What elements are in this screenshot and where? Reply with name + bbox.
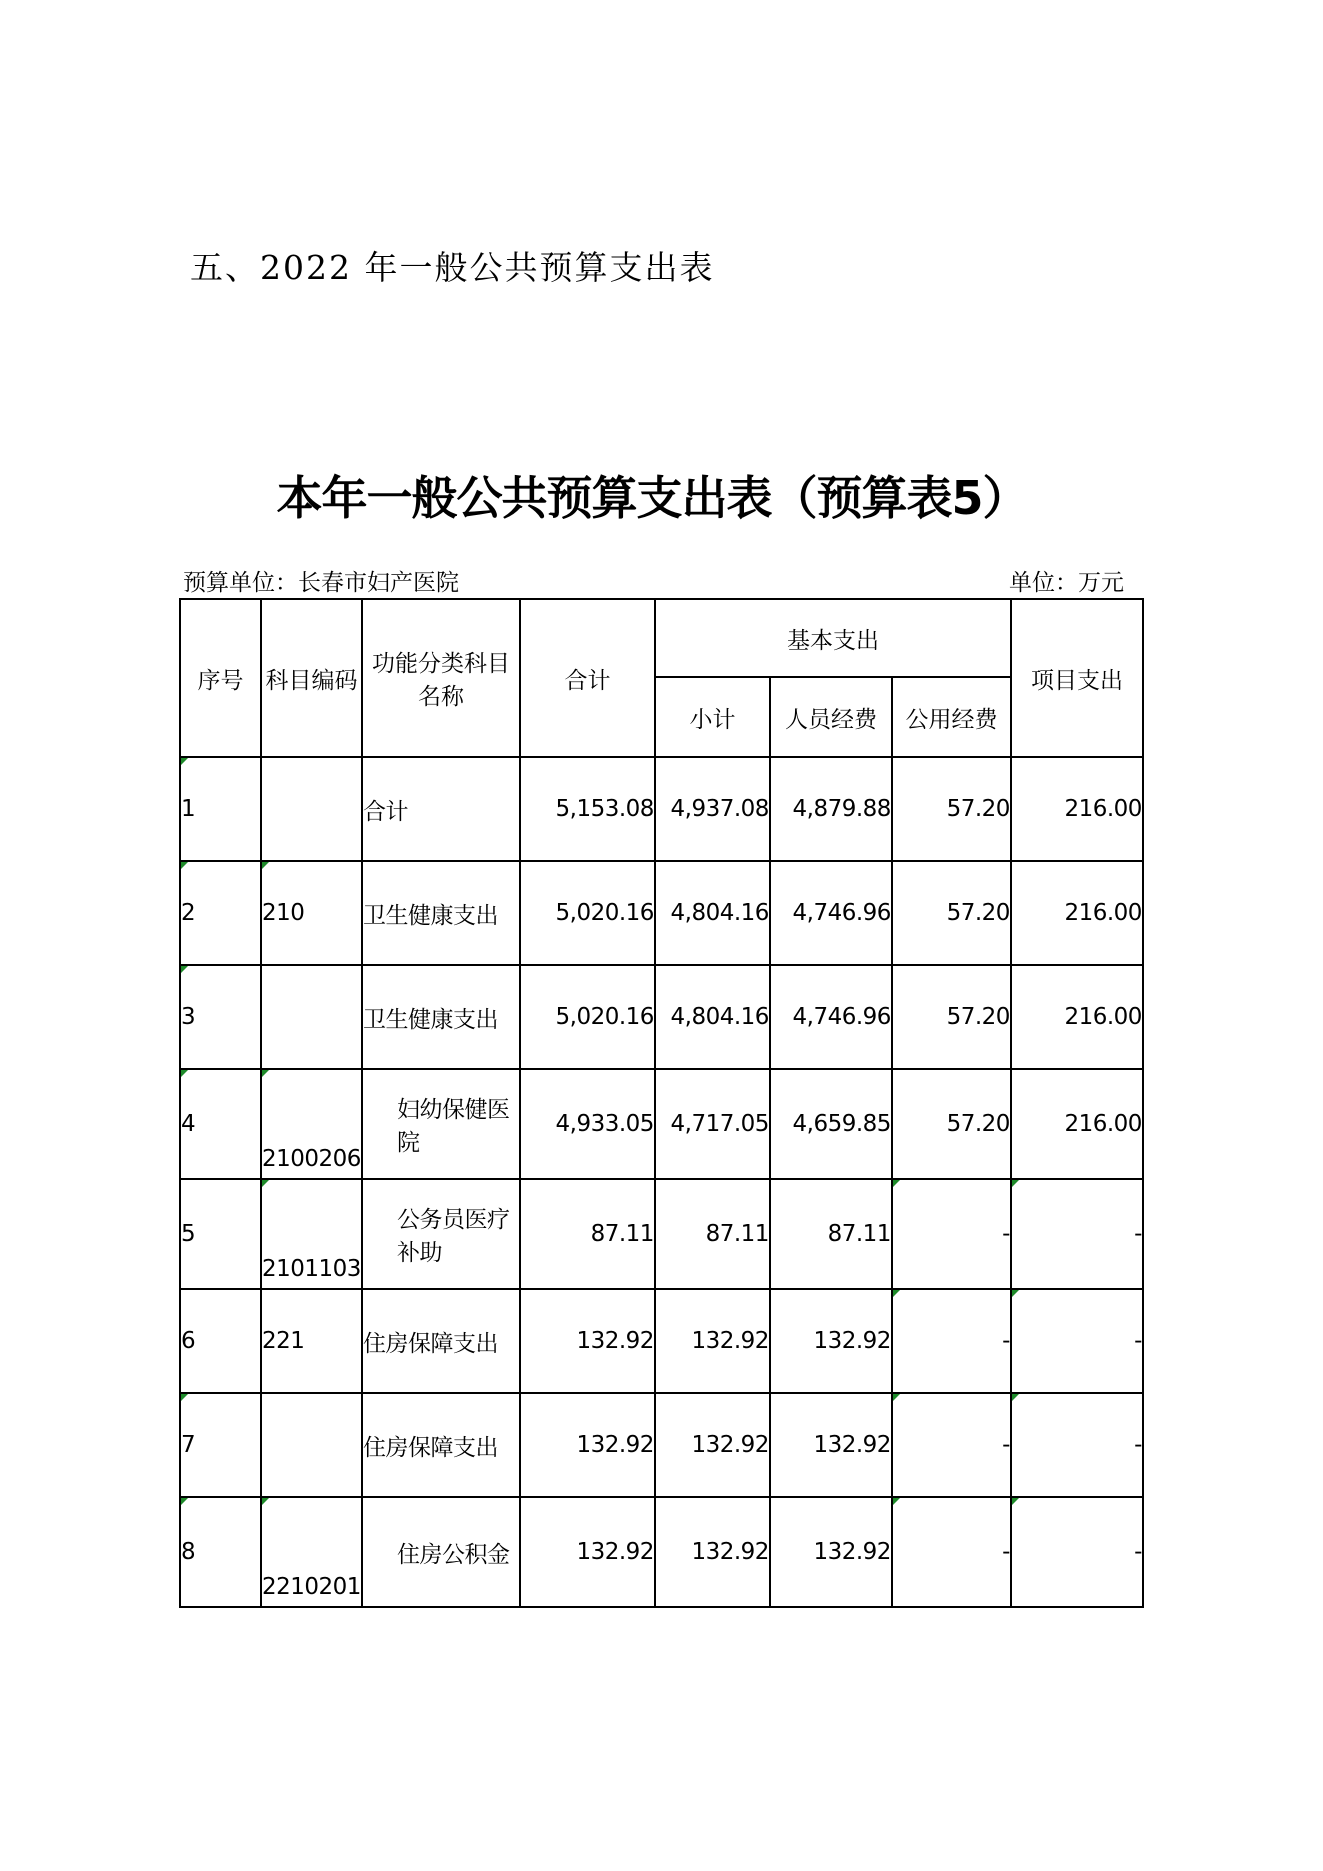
row-name: 卫生健康支出 — [362, 861, 520, 965]
row-subtotal: 4,937.08 — [655, 757, 770, 861]
row-personnel: 132.92 — [770, 1289, 892, 1393]
row-public: 57.20 — [892, 757, 1011, 861]
row-public: - — [892, 1393, 1011, 1497]
row-total: 132.92 — [520, 1289, 655, 1393]
row-project: 216.00 — [1011, 965, 1143, 1069]
row-name: 住房公积金 — [362, 1497, 520, 1607]
row-personnel: 4,746.96 — [770, 965, 892, 1069]
row-name: 住房保障支出 — [362, 1289, 520, 1393]
header-code: 科目编码 — [261, 599, 362, 757]
header-subtotal: 小计 — [655, 677, 770, 757]
row-project: - — [1011, 1289, 1143, 1393]
row-seq: 7 — [180, 1393, 261, 1497]
row-seq: 3 — [180, 965, 261, 1069]
row-code: 210 — [261, 861, 362, 965]
row-total: 132.92 — [520, 1497, 655, 1607]
header-project-expenditure: 项目支出 — [1011, 599, 1143, 757]
row-name: 公务员医疗补助 — [362, 1179, 520, 1289]
row-public: - — [892, 1289, 1011, 1393]
row-code — [261, 965, 362, 1069]
header-name: 功能分类科目名称 — [362, 599, 520, 757]
row-subtotal: 4,804.16 — [655, 861, 770, 965]
row-personnel: 4,659.85 — [770, 1069, 892, 1179]
row-project: - — [1011, 1497, 1143, 1607]
row-project: - — [1011, 1179, 1143, 1289]
row-project: 216.00 — [1011, 1069, 1143, 1179]
row-seq: 5 — [180, 1179, 261, 1289]
row-personnel: 132.92 — [770, 1393, 892, 1497]
row-total: 4,933.05 — [520, 1069, 655, 1179]
row-subtotal: 132.92 — [655, 1393, 770, 1497]
table-row — [180, 757, 1143, 861]
row-total: 5,153.08 — [520, 757, 655, 861]
currency-unit-label: 单位：万元 — [1009, 570, 1124, 596]
header-seq: 序号 — [180, 599, 261, 757]
row-personnel: 87.11 — [770, 1179, 892, 1289]
row-code — [261, 1393, 362, 1497]
row-seq: 2 — [180, 861, 261, 965]
section-heading: 五、2022 年一般公共预算支出表 — [190, 248, 715, 287]
row-name: 妇幼保健医院 — [362, 1069, 520, 1179]
row-name: 卫生健康支出 — [362, 965, 520, 1069]
row-seq: 1 — [180, 757, 261, 861]
row-code: 2101103 — [261, 1179, 362, 1289]
row-code: 2100206 — [261, 1069, 362, 1179]
row-name: 住房保障支出 — [362, 1393, 520, 1497]
table-row — [180, 1497, 1143, 1607]
header-total: 合计 — [520, 599, 655, 757]
row-personnel: 4,746.96 — [770, 861, 892, 965]
row-subtotal: 132.92 — [655, 1289, 770, 1393]
row-project: - — [1011, 1393, 1143, 1497]
row-code: 2210201 — [261, 1497, 362, 1607]
row-subtotal: 132.92 — [655, 1497, 770, 1607]
row-public: 57.20 — [892, 965, 1011, 1069]
row-total: 5,020.16 — [520, 861, 655, 965]
table-row — [180, 1179, 1143, 1289]
row-seq: 6 — [180, 1289, 261, 1393]
row-personnel: 4,879.88 — [770, 757, 892, 861]
budget-expenditure-table — [179, 598, 1144, 1608]
table-title: 本年一般公共预算支出表（预算表5） — [276, 471, 1028, 525]
row-total: 132.92 — [520, 1393, 655, 1497]
row-total: 87.11 — [520, 1179, 655, 1289]
row-personnel: 132.92 — [770, 1497, 892, 1607]
table-row — [180, 1393, 1143, 1497]
header-public: 公用经费 — [892, 677, 1011, 757]
header-personnel: 人员经费 — [770, 677, 892, 757]
row-code — [261, 757, 362, 861]
row-seq: 4 — [180, 1069, 261, 1179]
row-public: 57.20 — [892, 1069, 1011, 1179]
row-project: 216.00 — [1011, 757, 1143, 861]
row-subtotal: 4,717.05 — [655, 1069, 770, 1179]
header-basic-expenditure: 基本支出 — [655, 599, 1011, 677]
table-row — [180, 1069, 1143, 1179]
row-total: 5,020.16 — [520, 965, 655, 1069]
budget-unit-label: 预算单位：长春市妇产医院 — [183, 570, 459, 596]
row-subtotal: 87.11 — [655, 1179, 770, 1289]
row-project: 216.00 — [1011, 861, 1143, 965]
row-public: 57.20 — [892, 861, 1011, 965]
row-public: - — [892, 1497, 1011, 1607]
row-public: - — [892, 1179, 1011, 1289]
row-code: 221 — [261, 1289, 362, 1393]
table-row — [180, 1289, 1143, 1393]
table-row — [180, 965, 1143, 1069]
row-seq: 8 — [180, 1497, 261, 1607]
row-name: 合计 — [362, 757, 520, 861]
row-subtotal: 4,804.16 — [655, 965, 770, 1069]
table-row — [180, 861, 1143, 965]
